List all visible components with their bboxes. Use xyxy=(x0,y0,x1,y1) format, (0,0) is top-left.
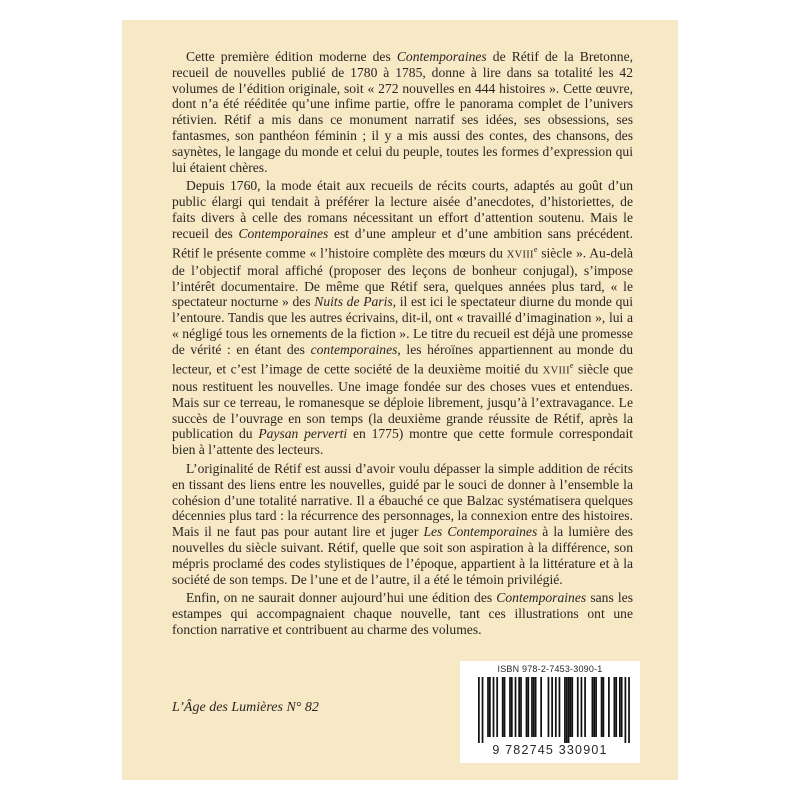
barcode-bar xyxy=(540,677,542,737)
barcode-bar xyxy=(603,677,605,737)
barcode-icon xyxy=(478,677,630,743)
series-label: L’Âge des Lumières N° 82 xyxy=(172,700,319,715)
barcode-bar xyxy=(527,677,529,737)
barcode-bar xyxy=(496,677,498,737)
barcode-bar xyxy=(619,677,621,737)
barcode-bar xyxy=(493,677,495,737)
paragraph: Depuis 1760, la mode était aux recueils de récits courts, adaptés au goût d’un public élargi qui tendait à préférer la lecture aisée d’anecdotes, d’historiettes, de faits divers à celle des romans nécessitant un effort d’attention soutenu. Mais le recueil des Contemporaines est d’une ampleur et d’une ambition sans précédent. Rétif le présente comme « l’histoire complète des mœurs du XVIIIe siècle ». Au-delà de l’objectif moral affiché (proposer des leçons de bonheur conjugal), s’impose l’intérêt documentaire. De même que Rétif sera, quelques années plus tard, « le spectateur nocturne » des Nuits de Paris, il est ici le spectateur diurne du monde qui l’entoure. Tandis que les autres écrivains, dit-il, ont « travaillé d’imagination », lui a « négligé tous les ornements de la fiction ». Le titre du recueil est déjà une promesse de vérité : en étant des contemporaines, les héroïnes appartiennent au monde du lecteur, et c’est l’image de cette société de la deuxième moitié du XVIIIe siècle que nous restituent les nouvelles. Une image fondée sur des choses vues et entendues. Mais sur ce terreau, le romanesque se déploie librement, jusqu’à l’extravagance. Le succès de l’ouvrage en son temps (la deuxième grande réussite de Rétif, après la publication du Paysan perverti en 1775) montre que cette formule correspondait bien à l’attente des lecteurs. xyxy=(172,178,634,458)
barcode-bar xyxy=(577,677,579,737)
barcode-bar xyxy=(559,677,561,737)
barcode-bar xyxy=(551,677,553,737)
barcode-bar xyxy=(595,677,597,737)
barcode-bar xyxy=(614,677,616,737)
barcode-bar xyxy=(487,677,489,737)
barcode-bar xyxy=(570,677,572,737)
barcode-bar xyxy=(571,677,573,737)
barcode-bar xyxy=(608,677,610,737)
barcode-bar xyxy=(518,677,520,737)
barcode-bar xyxy=(478,677,480,743)
barcode-bar xyxy=(625,677,627,743)
blurb-text xyxy=(172,49,633,641)
barcode-bar xyxy=(482,677,484,743)
paragraph: L’originalité de Rétif est aussi d’avoir voulu dépasser la simple addition de récits en tissant des liens entre les nouvelles, guidé par le souci de donner à l’ensemble la cohésion d’une totalité narrative. Il a ébauché ce que Balzac systématisera quelques décennies plus tard : la récurrence des personnages, la connexion entre des histoires. Mais il ne faut pas pour autant lire et juger Les Contemporaines à la lumière des nouvelles du siècle suivant. Rétif, quelle que soit son aspiration à la différence, son mépris proclamé des codes stylistiques de l’époque, appartient à la littérature et à la société de son temps. De l’une et de l’autre, il a été le témoin privilégié. xyxy=(172,460,633,587)
barcode-bar xyxy=(566,677,568,743)
isbn-label: ISBN 978-2-7453-3090-1 xyxy=(497,664,603,674)
barcode-bar xyxy=(526,677,528,737)
barcode-bar xyxy=(568,677,570,743)
barcode-bar xyxy=(535,677,537,737)
barcode-bar xyxy=(531,677,533,737)
barcode-bar xyxy=(502,677,504,737)
barcode-bar xyxy=(581,677,583,737)
barcode-bar xyxy=(615,677,617,737)
barcode-bar xyxy=(489,677,491,737)
barcode-bar xyxy=(628,677,630,743)
paragraph: Enfin, on ne saurait donner aujourd’hui une édition des Contemporaines sans les estampes qui accompagnaient chaque nouvelle, tant ces illustrations ont une fonction narrative et contribuent au charme des volumes. xyxy=(172,590,633,637)
barcode-bar xyxy=(621,677,623,737)
barcode-bar xyxy=(515,677,517,737)
barcode-bar xyxy=(548,677,550,737)
barcode-bar xyxy=(601,677,603,737)
barcode-bar xyxy=(533,677,535,737)
back-cover xyxy=(122,20,678,780)
barcode-bar xyxy=(520,677,522,737)
barcode-bar xyxy=(555,677,557,737)
barcode-bar xyxy=(592,677,594,737)
barcode-bar xyxy=(509,677,511,737)
barcode-bar xyxy=(593,677,595,737)
barcode-bar xyxy=(564,677,566,743)
barcode-bar xyxy=(511,677,513,737)
isbn-barcode-block xyxy=(460,661,640,763)
paragraph: Cette première édition moderne des Contemporaines de Rétif de la Bretonne, recueil de nouvelles publié de 1780 à 1785, donne à lire dans sa totalité les 42 volumes de l’édition originale, soit « 272 nouvelles en 444 histoires ». Cette œuvre, dont n’a été rééditée qu’une infime partie, offre le panorama complet de l’univers rétivien. Rétif a mis dans ce monument narratif ses idées, ses obsessions, ses fantasmes, son panthéon féminin ; il y a mis aussi des contes, des chansons, des saynètes, le langage du monde et celui du peuple, toutes les formes d’expression qui lui étaient chères. xyxy=(172,49,634,175)
barcode-bar xyxy=(504,677,506,737)
barcode-digits: 9 782745 330901 xyxy=(492,743,608,757)
barcode-bar xyxy=(584,677,586,737)
